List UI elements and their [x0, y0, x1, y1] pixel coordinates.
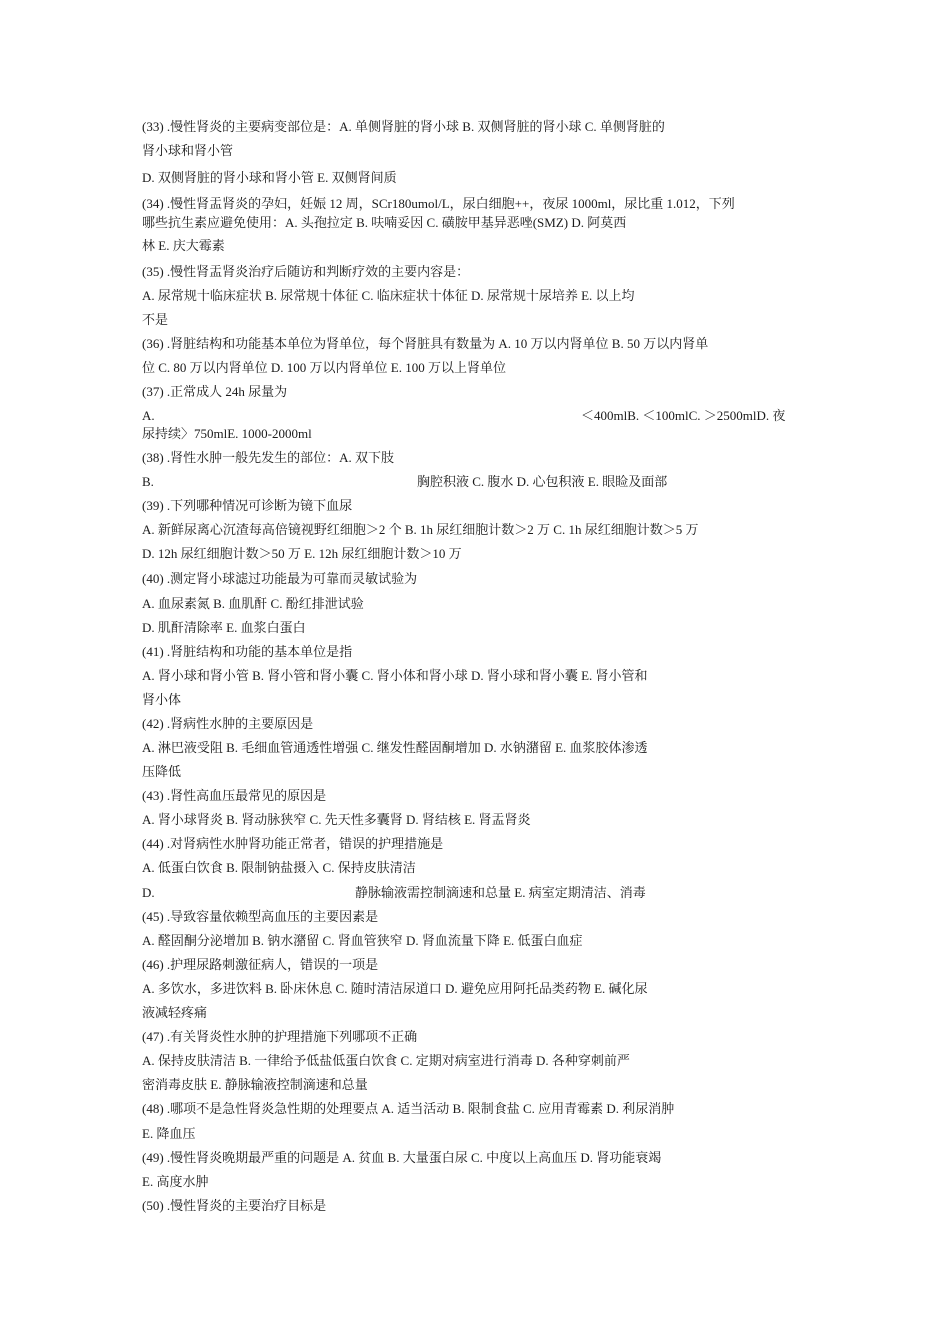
q42-line-1: (42) .肾病性水肿的主要原因是	[142, 716, 314, 731]
q40-line-3: D. 肌酐清除率 E. 血浆白蛋白	[142, 620, 306, 635]
q38-line-1: (38) .肾性水肿一般先发生的部位：A. 双下肢	[142, 450, 395, 465]
q42-line-3: 压降低	[142, 764, 182, 779]
q39-line-2: A. 新鲜尿离心沉渣每高倍镜视野红细胞＞2 个 B. 1h 尿红细胞计数＞2 万 C. 1h 尿红细胞计数＞5 万	[142, 522, 699, 537]
q39-line-3: D. 12h 尿红细胞计数＞50 万 E. 12h 尿红细胞计数＞10 万	[142, 546, 462, 561]
q40-line-1: (40) .测定肾小球滤过功能最为可靠而灵敏试验为	[142, 571, 418, 586]
q35-line-1: (35) .慢性肾盂肾炎治疗后随访和判断疗效的主要内容是：	[142, 264, 470, 279]
q50-line-1: (50) .慢性肾炎的主要治疗目标是	[142, 1198, 327, 1213]
q39-line-1: (39) .下列哪种情况可诊断为镜下血尿	[142, 498, 353, 513]
q48-line-2: E. 降血压	[142, 1126, 196, 1141]
q38-options-right: 胸腔积液 C. 腹水 D. 心包积液 E. 眼睑及面部	[417, 474, 668, 489]
q41-line-1: (41) .肾脏结构和功能的基本单位是指	[142, 644, 353, 659]
q38-option-label: B.	[142, 474, 154, 489]
q33-line-3: D. 双侧肾脏的肾小球和肾小管 E. 双侧肾间质	[142, 170, 397, 185]
q33-line-1: (33) .慢性肾炎的主要病变部位是：A. 单侧肾脏的肾小球 B. 双侧肾脏的肾小球 C. 单侧肾脏的	[142, 119, 665, 134]
q46-line-1: (46) .护理尿路刺激征病人，错误的一项是	[142, 957, 379, 972]
q49-line-1: (49) .慢性肾炎晚期最严重的问题是 A. 贫血 B. 大量蛋白尿 C. 中度以上高血压 D. 肾功能衰竭	[142, 1150, 662, 1165]
q44-option-label: D.	[142, 885, 155, 900]
q44-line-2: A. 低蛋白饮食 B. 限制钠盐摄入 C. 保持皮肤清洁	[142, 860, 416, 875]
q37-line-3: 尿持续〉750mlE. 1000-2000ml	[142, 426, 312, 441]
q37-options-right: ＜400mlB. ＜100mlC. ＞2500mlD. 夜	[581, 408, 786, 423]
q37-line-1: (37) .正常成人 24h 尿量为	[142, 384, 288, 399]
q43-line-1: (43) .肾性高血压最常见的原因是	[142, 788, 327, 803]
q42-line-2: A. 淋巴液受阻 B. 毛细血管通透性增强 C. 继发性醛固酮增加 D. 水钠潴留 E. 血浆胶体渗透	[142, 740, 648, 755]
q40-line-2: A. 血尿素氮 B. 血肌酐 C. 酚红排泄试验	[142, 596, 364, 611]
q45-line-1: (45) .导致容量依赖型高血压的主要因素是	[142, 909, 379, 924]
q44-line-1: (44) .对肾病性水肿肾功能正常者，错误的护理措施是	[142, 836, 444, 851]
q41-line-3: 肾小体	[142, 692, 182, 707]
q35-line-2: A. 尿常规十临床症状 B. 尿常规十体征 C. 临床症状十体征 D. 尿常规十尿培养 E. 以上均	[142, 288, 635, 303]
q33-line-2: 肾小球和肾小管	[142, 143, 234, 158]
q41-line-2: A. 肾小球和肾小管 B. 肾小管和肾小囊 C. 肾小体和肾小球 D. 肾小球和肾小囊 E. 肾小管和	[142, 668, 648, 683]
q46-line-3: 液减轻疼痛	[142, 1005, 208, 1020]
q36-line-2: 位 C. 80 万以内肾单位 D. 100 万以内肾单位 E. 100 万以上肾单位	[142, 360, 507, 375]
q45-line-2: A. 醛固酮分泌增加 B. 钠水潴留 C. 肾血管狭窄 D. 肾血流量下降 E. 低蛋白血症	[142, 933, 583, 948]
q47-line-3: 密消毒皮肤 E. 静脉输液控制滴速和总量	[142, 1077, 368, 1092]
q47-line-2: A. 保持皮肤清洁 B. 一律给予低盐低蛋白饮食 C. 定期对病室进行消毒 D. 各种穿刺前严	[142, 1053, 630, 1068]
q48-line-1: (48) .哪项不是急性肾炎急性期的处理要点 A. 适当活动 B. 限制食盐 C. 应用青霉素 D. 利尿消肿	[142, 1101, 675, 1116]
q34-line-2: 哪些抗生素应避免使用：A. 头孢拉定 B. 呋喃妥因 C. 磺胺甲基异恶唑(SMZ) D. 阿莫西	[142, 215, 627, 230]
q49-line-2: E. 高度水肿	[142, 1174, 209, 1189]
q37-option-label: A.	[142, 408, 155, 423]
q35-line-3: 不是	[142, 312, 169, 327]
q43-line-2: A. 肾小球肾炎 B. 肾动脉狭窄 C. 先天性多囊肾 D. 肾结核 E. 肾盂肾炎	[142, 812, 531, 827]
q47-line-1: (47) .有关肾炎性水肿的护理措施下列哪项不正确	[142, 1029, 418, 1044]
q44-options-right: 静脉输液需控制滴速和总量 E. 病室定期清洁、消毒	[355, 885, 646, 900]
q46-line-2: A. 多饮水，多进饮料 B. 卧床休息 C. 随时清洁尿道口 D. 避免应用阿托品类药物 E. 碱化尿	[142, 981, 648, 996]
q36-line-1: (36) .肾脏结构和功能基本单位为肾单位，每个肾脏具有数量为 A. 10 万以内肾单位 B. 50 万以内肾单	[142, 336, 709, 351]
q34-line-3: 林 E. 庆大霉素	[142, 238, 225, 253]
q34-line-1: (34) .慢性肾盂肾炎的孕妇，妊娠 12 周，SCr180umol/L，尿白细胞++，夜尿 1000ml，尿比重 1.012，下列	[142, 196, 735, 211]
